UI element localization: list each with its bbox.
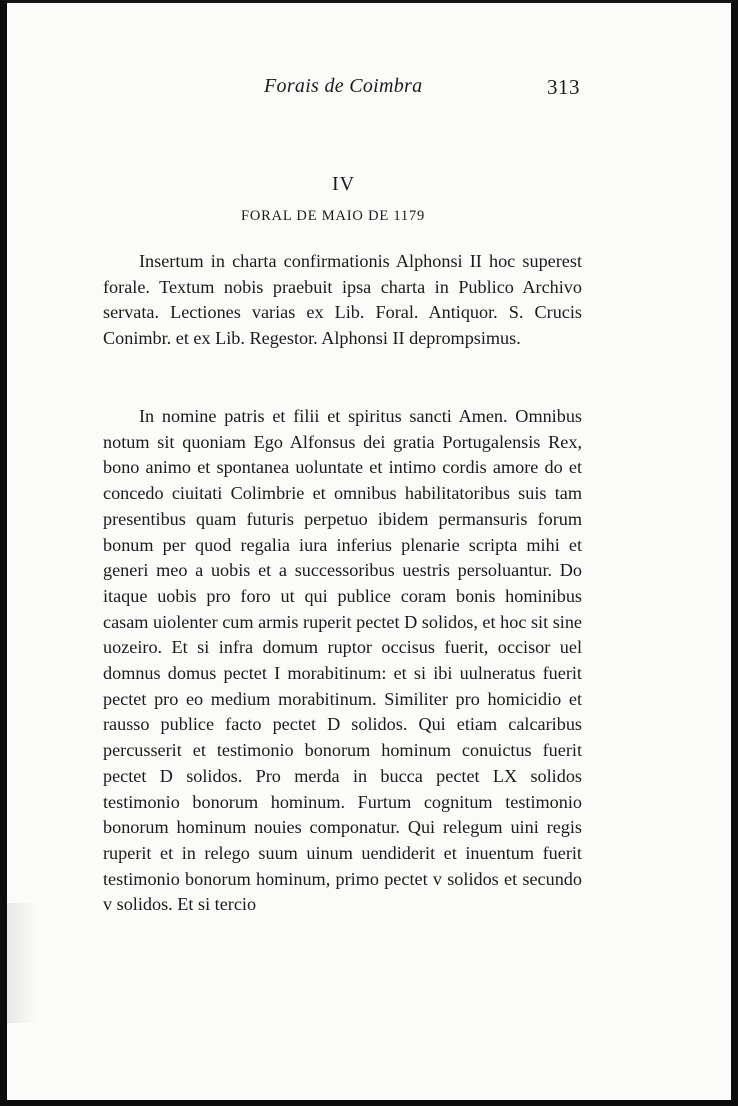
charter-text-paragraph: In nomine patris et filii et spiritus sancti Amen. Omnibus notum sit quoniam Ego Alfonsus dei gratia Portugalensis Rex, bono animo et spontanea uoluntate et intimo cordis amore do et concedo ciuitati Colimbrie et omnibus habilitatoribus suis tam presentibus quam futuris perpetuo ibidem permansuris forum bonum per quod regalia iura inferius plenarie scripta mihi et generi meo a uobis et a successoribus uestris persoluantur. Do itaque uobis pro foro ut qui publice coram bonis hominibus casam uiolenter cum armis ruperit pectet D solidos, et hoc sit sine uozeiro. Et si infra domum ruptor occisus fuerit, occisor uel domnus domus pectet I morabitinum: et si ibi uulneratus fuerit pectet pro eo medium morabitinum. Similiter pro homicidio et rausso publice facto pectet D solidos. Qui etiam calcaribus percusserit et testimonio bonorum hominum conuictus fuerit pectet D solidos. Pro merda in bucca pectet LX solidos testimonio bonorum hominum. Furtum cognitum testimonio bonorum hominum nouies componatur. Qui relegum uini regis ruperit et in relego suum uinum uendiderit et inuentum fuerit testimonio bonorum hominum, primo pectet v solidos et secundo v solidos. Et si tercio: [103, 406, 582, 915]
running-head: [7, 75, 731, 105]
section-heading: FORAL DE MAIO DE 1179: [241, 208, 426, 224]
intro-paragraph: Insertum in charta confirmationis Alphonsi II hoc superest forale. Textum nobis praebuit ipsa charta in Publico Archivo servata. Lectiones varias ex Lib. Foral. Antiquor. S. Crucis Conimbr. et ex Lib. Regestor. Alphonsi II deprompsimus.: [103, 251, 582, 349]
page-number: 313: [547, 75, 580, 99]
running-title: Forais de Coimbra: [264, 75, 423, 97]
page-edge-shadow: [7, 903, 37, 1023]
section-numeral: IV: [332, 173, 356, 195]
